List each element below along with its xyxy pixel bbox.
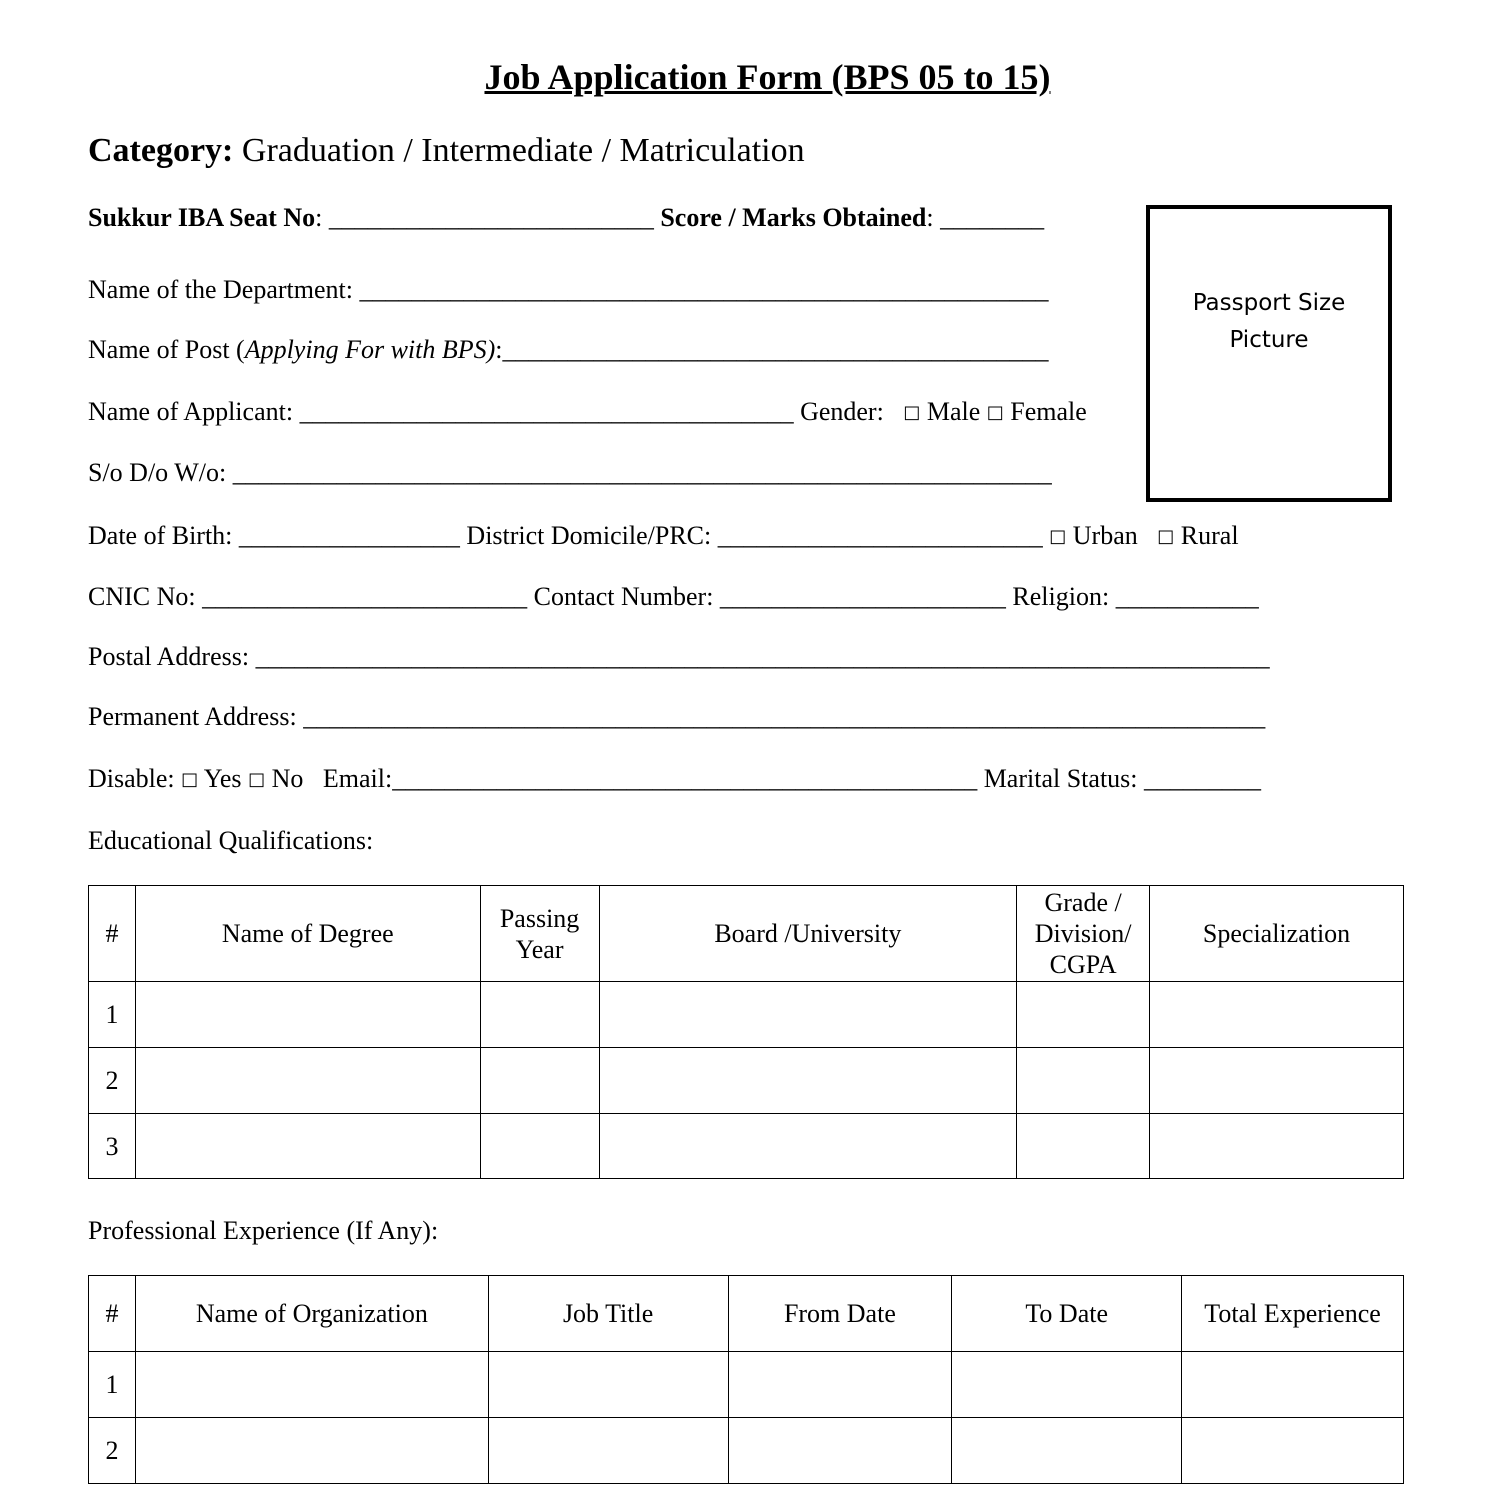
- table-row: [89, 1114, 1404, 1179]
- experience-from-date-cell[interactable]: [728, 1352, 952, 1418]
- education-row-num: 2: [89, 1048, 136, 1114]
- dob-label: Date of Birth:: [88, 521, 233, 550]
- religion-label: Religion:: [1012, 582, 1110, 611]
- post-label-suffix: :: [495, 335, 503, 364]
- applicant-label: Name of Applicant:: [88, 397, 294, 426]
- education-board-cell[interactable]: [599, 1048, 1017, 1114]
- permanent-row: [88, 702, 1265, 732]
- experience-organization-cell[interactable]: [135, 1418, 488, 1484]
- education-grade-cell[interactable]: [1017, 982, 1150, 1048]
- experience-table: [88, 1275, 1404, 1484]
- education-year-cell[interactable]: [480, 982, 599, 1048]
- disable-label: Disable:: [88, 764, 175, 793]
- email-field[interactable]: _____________________________________________: [392, 764, 978, 793]
- education-board-cell[interactable]: [599, 982, 1017, 1048]
- passport-photo-box: [1146, 205, 1392, 502]
- experience-to-date-cell[interactable]: [952, 1352, 1182, 1418]
- experience-total-cell[interactable]: [1182, 1352, 1404, 1418]
- score-field[interactable]: ________: [940, 203, 1045, 232]
- education-specialization-cell[interactable]: [1150, 1048, 1404, 1114]
- disable-row: [88, 764, 1261, 797]
- marital-label: Marital Status:: [983, 764, 1138, 793]
- applicant-field[interactable]: ______________________________________: [299, 397, 794, 426]
- education-specialization-cell[interactable]: [1150, 982, 1404, 1048]
- education-degree-cell[interactable]: [135, 1114, 480, 1179]
- experience-heading: Professional Experience (If Any):: [88, 1216, 439, 1245]
- post-row: [88, 335, 1049, 365]
- urban-checkbox[interactable]: □: [1049, 526, 1067, 547]
- postal-label: Postal Address:: [88, 642, 250, 671]
- seat-label: Sukkur IBA Seat No: [88, 203, 316, 232]
- score-colon: :: [926, 203, 934, 232]
- disable-yes-checkbox[interactable]: □: [181, 769, 199, 790]
- relation-field[interactable]: _______________________________________________________________: [232, 458, 1052, 487]
- post-label-italic: Applying For with BPS): [244, 335, 496, 364]
- seat-field[interactable]: _________________________: [328, 203, 654, 232]
- education-table: [88, 885, 1404, 1179]
- experience-row-num: 1: [89, 1352, 136, 1418]
- education-degree-cell[interactable]: [135, 1048, 480, 1114]
- religion-field[interactable]: ___________: [1115, 582, 1259, 611]
- applicant-row: [88, 397, 1087, 430]
- table-row: [89, 1048, 1404, 1114]
- experience-organization-cell[interactable]: [135, 1352, 488, 1418]
- cnic-row: [88, 582, 1259, 612]
- domicile-label: District Domicile/PRC:: [466, 521, 712, 550]
- contact-field[interactable]: ______________________: [719, 582, 1006, 611]
- email-label: Email:: [322, 764, 393, 793]
- experience-total-cell[interactable]: [1182, 1418, 1404, 1484]
- relation-label: S/o D/o W/o:: [88, 458, 227, 487]
- education-row-num: 1: [89, 982, 136, 1048]
- experience-header-total: Total Experience: [1182, 1276, 1404, 1352]
- relation-row: [88, 458, 1052, 488]
- education-heading: Educational Qualifications:: [88, 826, 374, 855]
- female-label: Female: [1010, 397, 1087, 426]
- experience-to-date-cell[interactable]: [952, 1418, 1182, 1484]
- postal-field[interactable]: ______________________________________________________________________________: [255, 642, 1270, 671]
- experience-header-from-date: From Date: [728, 1276, 952, 1352]
- disable-yes-label: Yes: [203, 764, 242, 793]
- education-degree-cell[interactable]: [135, 982, 480, 1048]
- female-checkbox[interactable]: □: [986, 402, 1004, 423]
- education-header-grade-text: Grade / Division/ CGPA: [1034, 888, 1132, 979]
- rural-checkbox[interactable]: □: [1157, 526, 1175, 547]
- passport-photo-text: Passport Size Picture: [1192, 290, 1346, 353]
- post-field[interactable]: __________________________________________: [502, 335, 1049, 364]
- category-line: [88, 132, 805, 170]
- cnic-label: CNIC No:: [88, 582, 196, 611]
- education-board-cell[interactable]: [599, 1114, 1017, 1179]
- cnic-field[interactable]: _________________________: [202, 582, 528, 611]
- dob-row: [88, 521, 1239, 554]
- score-label: Score / Marks Obtained: [660, 203, 927, 232]
- experience-from-date-cell[interactable]: [728, 1418, 952, 1484]
- male-checkbox[interactable]: □: [903, 402, 921, 423]
- table-row: [89, 1418, 1404, 1484]
- disable-no-checkbox[interactable]: □: [248, 769, 266, 790]
- experience-row-num: 2: [89, 1418, 136, 1484]
- seat-row: [88, 203, 1044, 233]
- education-header-board: Board /University: [599, 886, 1017, 982]
- permanent-field[interactable]: __________________________________________________________________________: [303, 702, 1266, 731]
- rural-label: Rural: [1180, 521, 1239, 550]
- domicile-field[interactable]: _________________________: [717, 521, 1043, 550]
- dob-field[interactable]: _________________: [238, 521, 460, 550]
- education-specialization-cell[interactable]: [1150, 1114, 1404, 1179]
- department-label: Name of the Department:: [88, 275, 353, 304]
- experience-header-organization: Name of Organization: [135, 1276, 488, 1352]
- education-year-cell[interactable]: [480, 1114, 599, 1179]
- male-label: Male: [926, 397, 981, 426]
- education-year-cell[interactable]: [480, 1048, 599, 1114]
- marital-field[interactable]: _________: [1144, 764, 1262, 793]
- department-row: [88, 275, 1048, 305]
- gender-label: Gender:: [800, 397, 884, 426]
- disable-no-label: No: [271, 764, 304, 793]
- education-header-year-text: Passing Year: [499, 903, 580, 964]
- table-row: [89, 982, 1404, 1048]
- education-header-row: [89, 886, 1404, 982]
- experience-job-title-cell[interactable]: [488, 1352, 728, 1418]
- education-header-year: [480, 886, 599, 982]
- category-label: Category:: [88, 132, 234, 169]
- experience-job-title-cell[interactable]: [488, 1418, 728, 1484]
- permanent-label: Permanent Address:: [88, 702, 297, 731]
- experience-header-row: [89, 1276, 1404, 1352]
- education-header-specialization: Specialization: [1150, 886, 1404, 982]
- category-value: Graduation / Intermediate / Matriculation: [241, 132, 805, 169]
- urban-label: Urban: [1072, 521, 1138, 550]
- table-row: [89, 1352, 1404, 1418]
- education-header-num: #: [89, 886, 136, 982]
- education-grade-cell[interactable]: [1017, 1048, 1150, 1114]
- department-field[interactable]: _____________________________________________________: [359, 275, 1049, 304]
- education-header-grade: [1017, 886, 1150, 982]
- seat-colon: :: [315, 203, 323, 232]
- experience-header-to-date: To Date: [952, 1276, 1182, 1352]
- education-grade-cell[interactable]: [1017, 1114, 1150, 1179]
- form-title: Job Application Form (BPS 05 to 15): [484, 57, 1051, 97]
- postal-row: [88, 642, 1270, 672]
- education-row-num: 3: [89, 1114, 136, 1179]
- contact-label: Contact Number:: [533, 582, 714, 611]
- experience-header-num: #: [89, 1276, 136, 1352]
- education-header-degree: Name of Degree: [135, 886, 480, 982]
- post-label-prefix: Name of Post (: [88, 335, 245, 364]
- experience-header-job-title: Job Title: [488, 1276, 728, 1352]
